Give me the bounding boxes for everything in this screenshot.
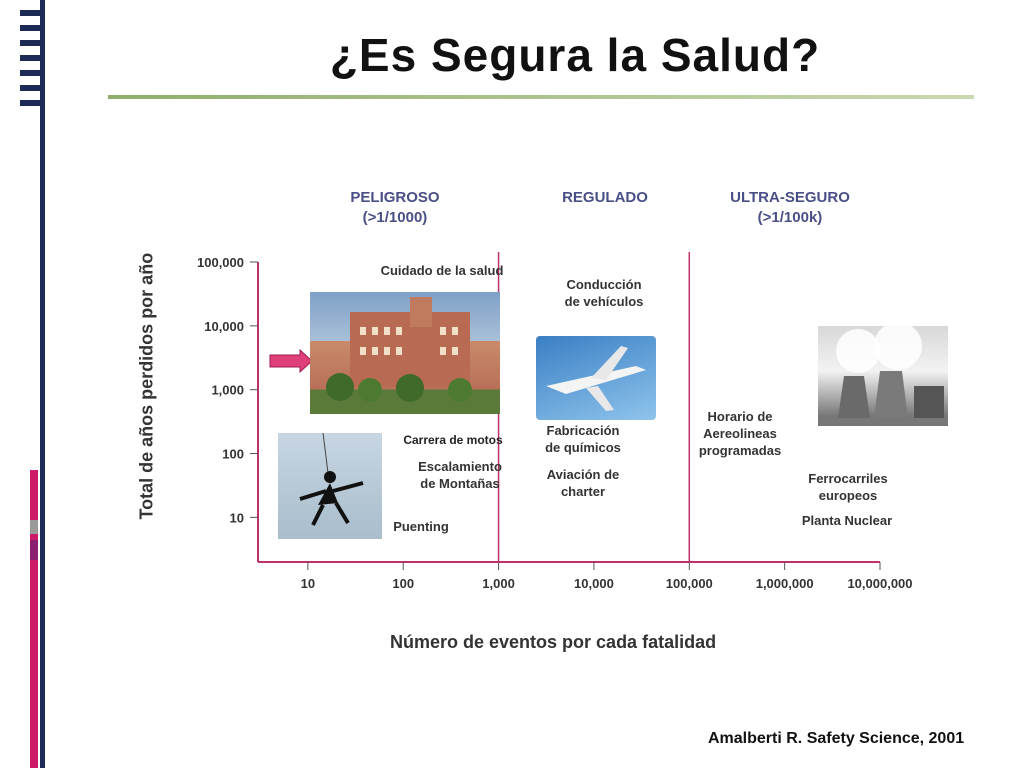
label-nuclear-plant: Planta Nuclear <box>801 513 893 528</box>
label-chemicals <box>530 422 636 456</box>
pointer-arrow-icon <box>270 350 312 372</box>
y-tick-label: 10,000 <box>204 318 244 334</box>
hospital-photo <box>310 292 500 414</box>
x-tick-label: 10 <box>300 576 316 591</box>
x-tick-label: 100,000 <box>665 576 713 591</box>
label-railways-l1: Ferrocarriles <box>808 471 888 486</box>
hospital-icon <box>310 292 500 414</box>
category-dangerous-name: PELIGROSO <box>350 189 440 206</box>
category-dangerous-range: (>1/1000) <box>362 209 428 226</box>
label-driving-l1: Conducción <box>566 277 642 292</box>
label-driving-l2: de vehículos <box>564 294 644 309</box>
label-motorcycle-racing: Carrera de motos <box>403 433 503 447</box>
x-tick-label: 10,000 <box>574 576 614 591</box>
label-chemicals-l1: Fabricación <box>546 423 620 438</box>
label-charter-l1: Aviación de <box>546 467 620 482</box>
label-driving <box>546 276 662 310</box>
label-mountain-climbing-l2: de Montañas <box>420 476 500 491</box>
category-regulated-name: REGULADO <box>562 189 648 206</box>
nuclear-plant-photo <box>818 326 948 426</box>
x-tick-label: 1,000,000 <box>755 576 814 591</box>
y-tick-label: 1,000 <box>211 382 244 398</box>
label-airlines-l3: programadas <box>698 443 782 458</box>
x-axis-label: Número de eventos por cada fatalidad <box>390 632 717 652</box>
airplane-photo <box>536 336 656 420</box>
y-axis-label: Total de años perdidos por año <box>136 252 157 520</box>
slide-title: ¿Es Segura la Salud? <box>329 29 821 81</box>
x-tick-label: 10,000,000 <box>847 576 913 591</box>
y-tick-label: 100 <box>222 446 244 462</box>
citation: Amalberti R. Safety Science, 2001 <box>708 730 965 747</box>
category-ultrasafe-range: (>1/100k) <box>757 209 823 226</box>
label-scheduled-airlines <box>690 408 790 459</box>
x-tick-label: 1,000 <box>482 576 515 591</box>
bungee-jumper-photo <box>278 433 382 539</box>
label-airlines-l1: Horario de <box>707 409 773 424</box>
label-chemicals-l2: de químicos <box>545 440 621 455</box>
label-health-care: Cuidado de la salud <box>380 263 504 278</box>
label-european-railways <box>798 470 898 504</box>
label-airlines-l2: Aereolineas <box>703 426 777 441</box>
label-charter-aviation <box>530 466 636 500</box>
jumper-icon <box>278 433 382 539</box>
x-tick-label: 100 <box>392 576 415 591</box>
label-railways-l2: europeos <box>818 488 878 503</box>
airplane-icon <box>536 336 656 420</box>
y-tick-label: 10 <box>229 510 244 526</box>
label-mountain-climbing-l1: Escalamiento <box>418 459 502 474</box>
label-mountain-climbing <box>400 458 520 492</box>
category-ultrasafe-name: ULTRA-SEGURO <box>730 189 850 206</box>
y-tick-label: 100,000 <box>197 255 244 270</box>
nuclear-plant-icon <box>818 326 948 426</box>
label-charter-l2: charter <box>560 484 606 499</box>
label-bungee: Puenting <box>393 519 449 534</box>
